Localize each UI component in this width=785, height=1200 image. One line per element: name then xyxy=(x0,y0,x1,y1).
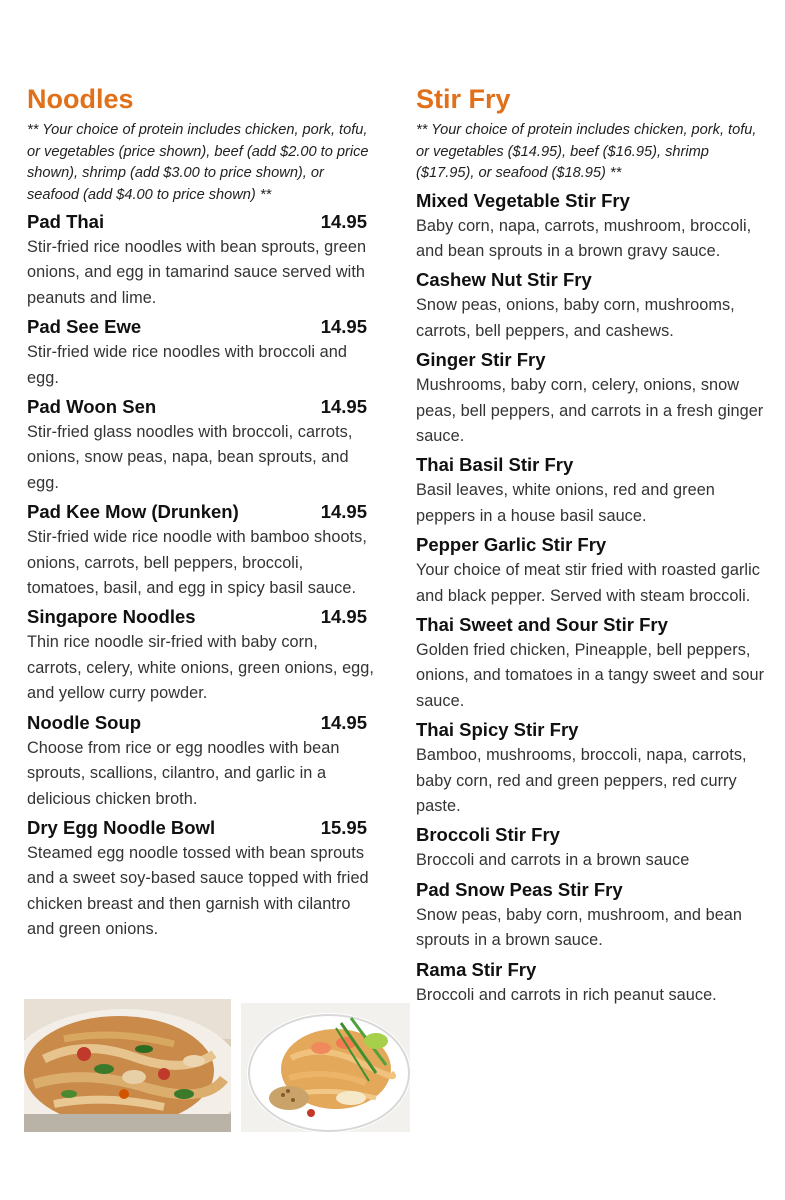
stir-fry-section xyxy=(416,82,766,1008)
item-price: 14.95 xyxy=(320,316,367,338)
pad-thai-photo xyxy=(241,1003,410,1132)
menu-item-cashew-nut xyxy=(416,267,766,344)
item-description: Snow peas, baby corn, mushroom, and bean sprouts in a brown sauce. xyxy=(416,905,743,950)
item-name: Pad Thai xyxy=(27,211,105,232)
menu-item-pad-snow-peas xyxy=(416,877,766,954)
item-description: Your choice of meat stir fried with roasted garlic and black pepper. Served with steam broccoli. xyxy=(416,561,760,605)
item-description: Stir-fried wide rice noodles with broccoli and egg. xyxy=(27,343,347,387)
menu-item-broccoli xyxy=(416,822,766,873)
item-name: Thai Basil Stir Fry xyxy=(416,454,574,476)
menu-item-pad-thai xyxy=(27,209,375,311)
item-description: Golden fried chicken, Pineapple, bell peppers, onions, and tomatoes in a tangy sweet and sour sauce. xyxy=(416,640,765,710)
item-price: 14.95 xyxy=(320,501,367,523)
item-name: Pepper Garlic Stir Fry xyxy=(416,534,607,556)
menu-item-pad-woon-sen xyxy=(27,394,375,496)
menu-item-thai-spicy xyxy=(416,717,766,819)
menu-item-thai-basil xyxy=(416,452,766,529)
item-description: Mushrooms, baby corn, celery, onions, snow peas, bell peppers, and carrots in a fresh ginger sauce. xyxy=(416,376,764,445)
item-price: 14.95 xyxy=(320,211,367,232)
menu-item-sweet-and-sour xyxy=(416,612,766,714)
menu-item-singapore-noodles xyxy=(27,604,375,706)
item-description: Bamboo, mushrooms, broccoli, napa, carrots, baby corn, red and green peppers, red curry paste. xyxy=(416,746,747,815)
item-description: Stir-fried rice noodles with bean sprouts, green onions, and egg in tamarind sauce served with peanuts and lime. xyxy=(27,238,367,307)
item-name: Broccoli Stir Fry xyxy=(416,824,560,846)
item-price: 14.95 xyxy=(320,606,367,628)
noodles-section xyxy=(27,82,375,943)
item-description: Stir-fried wide rice noodle with bamboo shoots, onions, carrots, bell peppers, broccoli, tomatoes, basil, and egg in spicy basil sauce. xyxy=(27,528,367,598)
item-price: 14.95 xyxy=(320,711,367,733)
item-description: Steamed egg noodle tossed with bean sprouts and a sweet soy-based sauce topped with fried chicken breast and then garnish with cilantro and green onions. xyxy=(27,843,369,939)
drunken-noodles-photo xyxy=(24,999,231,1132)
item-name: Pad See Ewe xyxy=(27,316,142,338)
menu-item-pepper-garlic xyxy=(416,532,766,609)
item-name: Rama Stir Fry xyxy=(416,958,537,980)
item-name: Cashew Nut Stir Fry xyxy=(416,269,592,291)
item-name: Dry Egg Noodle Bowl xyxy=(27,816,216,838)
item-description: Basil leaves, white onions, red and green peppers in a house basil sauce. xyxy=(416,481,715,525)
item-price: 15.95 xyxy=(320,816,367,838)
item-name: Pad Snow Peas Stir Fry xyxy=(416,878,623,900)
item-name: Noodle Soup xyxy=(27,711,142,733)
item-description: Thin rice noodle sir-fried with baby corn, carrots, celery, white onions, green onions, egg, and yellow curry powder. xyxy=(27,633,374,703)
item-name: Pad Woon Sen xyxy=(27,396,157,418)
item-description: Broccoli and carrots in rich peanut sauce. xyxy=(416,985,717,1004)
menu-item-pad-see-ewe xyxy=(27,314,375,391)
stir-fry-protein-note: ** Your choice of protein includes chicken, pork, tofu, or vegetables ($14.95), beef ($16.95), shrimp ($17.95), or seafood ($18.95) ** xyxy=(416,122,757,181)
menu-item-mixed-vegetable xyxy=(416,188,766,265)
item-name: Thai Spicy Stir Fry xyxy=(416,719,579,741)
item-description: Baby corn, napa, carrots, mushroom, broccoli, and bean sprouts in a brown gravy sauce. xyxy=(416,216,752,260)
item-description: Stir-fried glass noodles with broccoli, carrots, onions, snow peas, napa, bean sprouts, and egg. xyxy=(27,423,353,492)
item-price: 14.95 xyxy=(320,396,367,418)
item-name: Pad Kee Mow (Drunken) xyxy=(27,501,239,523)
item-description: Snow peas, onions, baby corn, mushrooms, carrots, bell peppers, and cashews. xyxy=(416,296,735,340)
menu-item-noodle-soup xyxy=(27,710,375,812)
item-description: Broccoli and carrots in a brown sauce xyxy=(416,851,690,870)
noodles-protein-note: ** Your choice of protein includes chicken, pork, tofu, or vegetables (price shown), beef (add $2.00 to price shown), shrimp (add $3.00 to price shown), or seafood (add $4.00 to price shown) ** xyxy=(27,122,369,203)
item-name: Singapore Noodles xyxy=(27,606,196,628)
item-description: Choose from rice or egg noodles with bean sprouts, scallions, cilantro, and garlic in a delicious chicken broth. xyxy=(27,738,340,808)
menu-item-rama xyxy=(416,957,766,1008)
stir-fry-title: Stir Fry xyxy=(416,84,511,114)
item-name: Thai Sweet and Sour Stir Fry xyxy=(416,613,668,635)
item-name: Mixed Vegetable Stir Fry xyxy=(416,189,630,211)
item-name: Ginger Stir Fry xyxy=(416,349,546,371)
noodles-title: Noodles xyxy=(27,84,134,114)
menu-item-dry-egg-noodle-bowl xyxy=(27,815,375,943)
menu-item-ginger xyxy=(416,347,766,449)
menu-item-pad-kee-mow xyxy=(27,499,375,601)
